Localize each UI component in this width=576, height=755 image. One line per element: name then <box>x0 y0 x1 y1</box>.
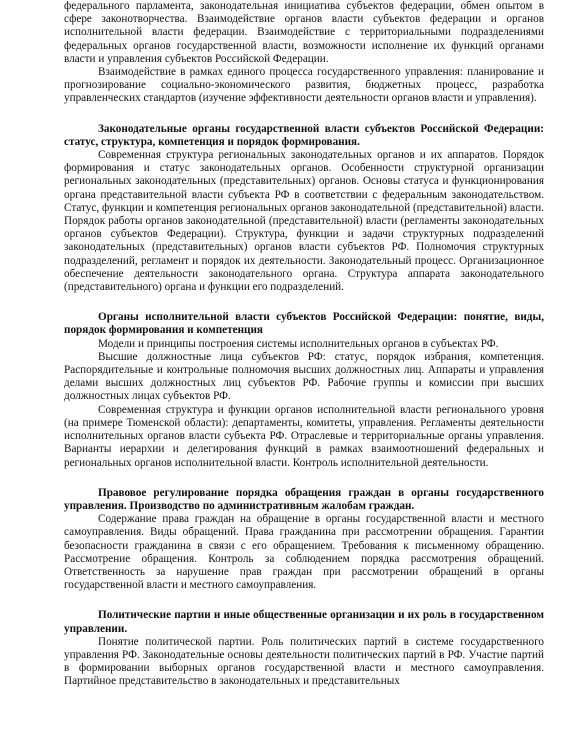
spacer <box>64 106 544 123</box>
document-page <box>64 0 544 689</box>
section-paragraph: Современная структура региональных законодательных органов и их аппаратов. Порядок формирования и статус законодательных органов. Особенности структурной организации региональных законодательных (представительных) органов. Основы статуса и функционирования органа представительной власти субъекта РФ в соответствии с федеральным законодательством. Статус, функции и компетенция региональных органов законодательной (представительной) власти. Порядок работы органов законодательной (представительной) власти (регламенты законодательных органов субъектов Федерации). Структура, функции и задачи структурных подразделений законодательных (представительных) органов власти субъектов РФ. Полномочия структурных подразделений, регламент и порядок их деятельности. Законодательный процесс. Организационное обеспечение деятельности законодательного органа. Структура аппарата законодательного (представительного) органа и функции его подразделений. <box>64 149 544 294</box>
section-heading: Законодательные органы государственной власти субъектов Российской Федерации: статус, структура, компетенция и порядок формирования. <box>64 122 544 148</box>
section-heading: Политические партии и иные общественные организации и их роль в государственном управлении. <box>64 609 544 635</box>
section-paragraph: Модели и принципы построения системы исполнительных органов в субъектах РФ. <box>98 337 499 350</box>
intro-paragraph: Взаимодействие в рамках единого процесса государственного управления: планирование и прогнозирование социально-экономического развития, бюджетных процесс, разработка управленческих стандартов (изучение эффективности деятельности органов власти и управления). <box>64 66 544 105</box>
spacer <box>64 470 544 487</box>
spacer <box>64 294 544 311</box>
spacer <box>64 592 544 609</box>
section-paragraph: Содержание права граждан на обращение в органы государственной власти и местного самоуправления. Виды обращений. Права гражданина при рассмотрении обращения. Гарантии безопасности гражданина в связи с его обращением. Требования к письменному обращению. Рассмотрение обращения. Контроль за соблюдением порядка рассмотрения обращений. Ответственность за нарушение прав граждан при рассмотрении обращений в органы государственной власти и местного самоуправления. <box>64 513 544 592</box>
section-heading: Правовое регулирование порядка обращения граждан в органы государственного управления. Производство по административным жалобам граждан. <box>64 486 544 512</box>
section-paragraph: Современная структура и функции органов исполнительной власти регионального уровня (на примере Тюменской области): департаменты, комитеты, управления. Регламенты деятельности исполнительных органов власти субъекта РФ. Отраслевые и территориальные органы управления. Варианты иерархии и делегирования функций в рамках взаимоотношений федеральных и региональных органов исполнительной власти. Контроль исполнительной деятельности. <box>64 403 544 469</box>
section-paragraph: Понятие политической партии. Роль политических партий в системе государственного управления РФ. Законодательные основы деятельности политических партий в РФ. Участие партий в формировании выборных органов государственной власти и местного самоуправления. Партийное представительство в законодательных и представительных <box>64 635 544 688</box>
section-heading: Органы исполнительной власти субъектов Российской Федерации: понятие, виды, порядок формирования и компетенция <box>64 311 544 337</box>
intro-paragraph: федерального парламента, законодательная инициатива субъектов федерации, обмен опытом в сфере законотворчества. Взаимодействие органов власти субъектов федерации и органов исполнительной власти федерации. Взаимодействие с территориальными подразделениями федеральных органов государственной власти, возможности исполнение их функций органами власти и управления субъектов Российской Федерации. <box>64 0 544 65</box>
section-paragraph: Высшие должностные лица субъектов РФ: статус, порядок избрания, компетенция. Распорядительные и контрольные полномочия высших должностных лиц. Аппараты и управления делами высших должностных лиц субъектов РФ. Рабочие группы и комиссии при высших должностных лицах субъектов РФ. <box>64 350 544 403</box>
